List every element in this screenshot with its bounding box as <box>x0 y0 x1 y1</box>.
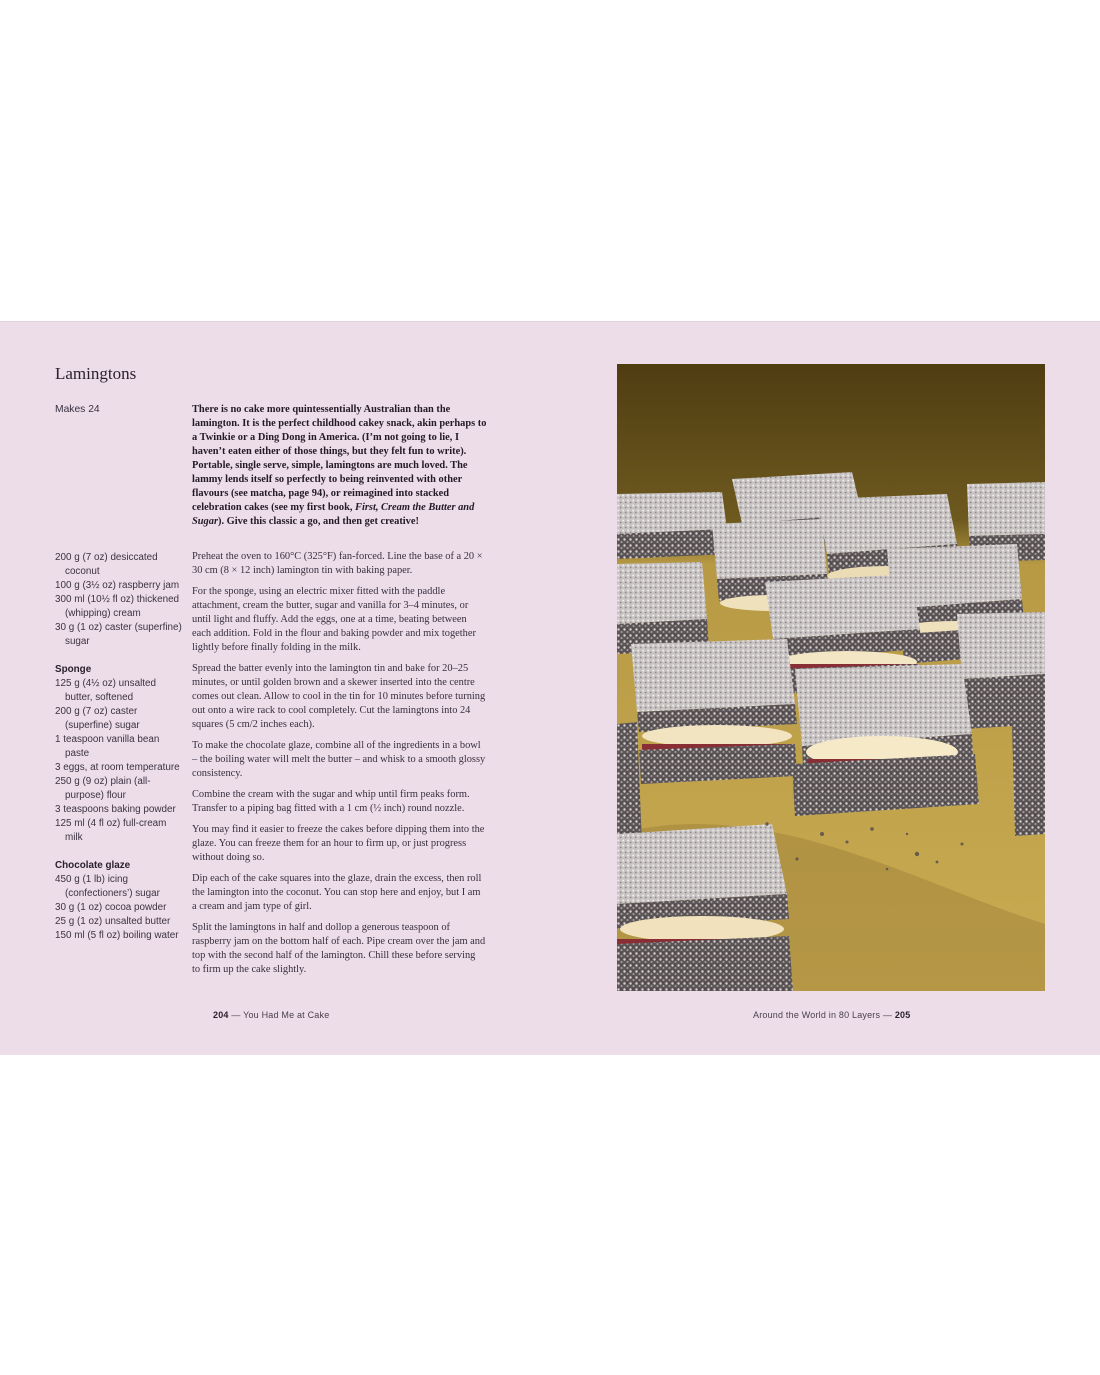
lamington-stack <box>617 562 709 654</box>
glaze-heading: Chocolate glaze <box>55 860 131 871</box>
intro-book-title: First, Cream the Butter and Sugar <box>192 502 475 527</box>
method-step: For the sponge, using an electric mixer fitted with the paddle attachment, cream the butter, sugar and vanilla for 3–4 minutes, or until light and fluffy. Add the eggs, one at a time, beating between each addition. Fold in the flour and baking powder and mix together lightly before finally folding in the milk. <box>192 586 476 653</box>
ingredient-item: 25 g (1 oz) unsalted butter <box>55 916 171 927</box>
lamington-stack <box>792 664 979 816</box>
recipe-intro <box>192 403 488 529</box>
ingredient-item: 30 g (1 oz) caster (superfine) sugar <box>55 622 182 647</box>
method-step: You may find it easier to freeze the cakes before dipping them into the glaze. You can freeze them for an hour to firm up, or just progress without doing so. <box>192 824 485 863</box>
ingredient-item: 450 g (1 lb) icing (confectioners’) sugar <box>55 874 160 899</box>
ingredient-item: 3 eggs, at room temperature <box>55 762 180 773</box>
lamington-stack <box>1012 722 1045 836</box>
ingredient-item: 125 g (4½ oz) unsalted butter, softened <box>55 678 157 703</box>
ingredient-item: 100 g (3½ oz) raspberry jam <box>55 580 180 591</box>
intro-text-end: ). Give this classic a go, and then get creative! <box>218 516 419 527</box>
method-step: Spread the batter evenly into the lamington tin and bake for 20–25 minutes, or until golden brown and a skewer inserted into the centre comes out clean. Allow to cool in the tin for 10 minutes before turning out onto a wire rack to cool completely. Cut the lamingtons into 24 squares (5 cm/2 inches each). <box>192 663 486 730</box>
lamington-stack <box>631 639 797 784</box>
book-spread <box>0 321 1100 1055</box>
method-step: Preheat the oven to 160°C (325°F) fan-forced. Line the base of a 20 × 30 cm (8 × 12 inch) lamington tin with baking paper. <box>192 551 483 576</box>
ingredient-item: 3 teaspoons baking powder <box>55 804 176 815</box>
ingredient-item: 125 ml (4 fl oz) full-cream milk <box>55 818 167 843</box>
ingredient-item: 300 ml (10½ fl oz) thickened (whipping) cream <box>55 594 180 619</box>
lamingtons-illustration <box>617 364 1045 991</box>
ingredients-list <box>55 551 183 943</box>
right-page-footer <box>753 1010 910 1020</box>
lamington-stack <box>617 824 793 991</box>
footer-separator: — <box>228 1010 244 1020</box>
ingredient-item: 1 teaspoon vanilla bean paste <box>55 734 160 759</box>
ingredient-item: 200 g (7 oz) desiccated coconut <box>55 552 158 577</box>
method-step: Split the lamingtons in half and dollop a generous teaspoon of raspberry jam on the bottom half of each. Pipe cream over the jam and top with the second half of the lamington. Chill these before serving to firm up the cake slightly. <box>192 922 486 975</box>
left-running-title: You Had Me at Cake <box>243 1010 330 1020</box>
sponge-heading: Sponge <box>55 664 92 675</box>
ingredient-item: 150 ml (5 fl oz) boiling water <box>55 930 179 941</box>
lamingtons-photo <box>617 364 1045 991</box>
method-steps <box>192 550 486 984</box>
right-page-number: 205 <box>894 1010 911 1020</box>
lamington-stack <box>957 612 1045 729</box>
ingredient-item: 250 g (9 oz) plain (all-purpose) flour <box>55 776 151 801</box>
intro-text: There is no cake more quintessentially Australian than the lamington. It is the perfect childhood cakey snack, akin perhaps to a Twinkie or a Ding Dong in America. (I’m not going to lie, I haven’t eaten either of those things, but they felt fun to write). Portable, single serve, simple, lamingtons are much loved. The lammy lends itself so perfectly to being reinvented with other flavours (see matcha, page 94), or reimagined into stacked celebration cakes (see my first book, <box>192 404 487 513</box>
left-page-footer <box>213 1010 329 1020</box>
method-step: To make the chocolate glaze, combine all of the ingredients in a bowl – the boiling water will melt the butter – and whisk to a smooth glossy consistency. <box>192 740 486 779</box>
recipe-yield: Makes 24 <box>55 404 100 415</box>
method-step: Dip each of the cake squares into the glaze, drain the excess, then roll the lamington into the coconut. You can stop here and enjoy, but I am a cream and jam type of girl. <box>192 873 482 912</box>
method-step: Combine the cream with the sugar and whip until firm peaks form. Transfer to a piping bag fitted with a 1 cm (½ inch) round nozzle. <box>192 789 470 814</box>
footer-separator: — <box>880 1010 895 1020</box>
right-running-title: Around the World in 80 Layers <box>753 1010 881 1020</box>
ingredient-item: 30 g (1 oz) cocoa powder <box>55 902 167 913</box>
left-page-number: 204 <box>213 1010 229 1020</box>
ingredient-item: 200 g (7 oz) caster (superfine) sugar <box>55 706 140 731</box>
recipe-title: Lamingtons <box>55 364 137 383</box>
